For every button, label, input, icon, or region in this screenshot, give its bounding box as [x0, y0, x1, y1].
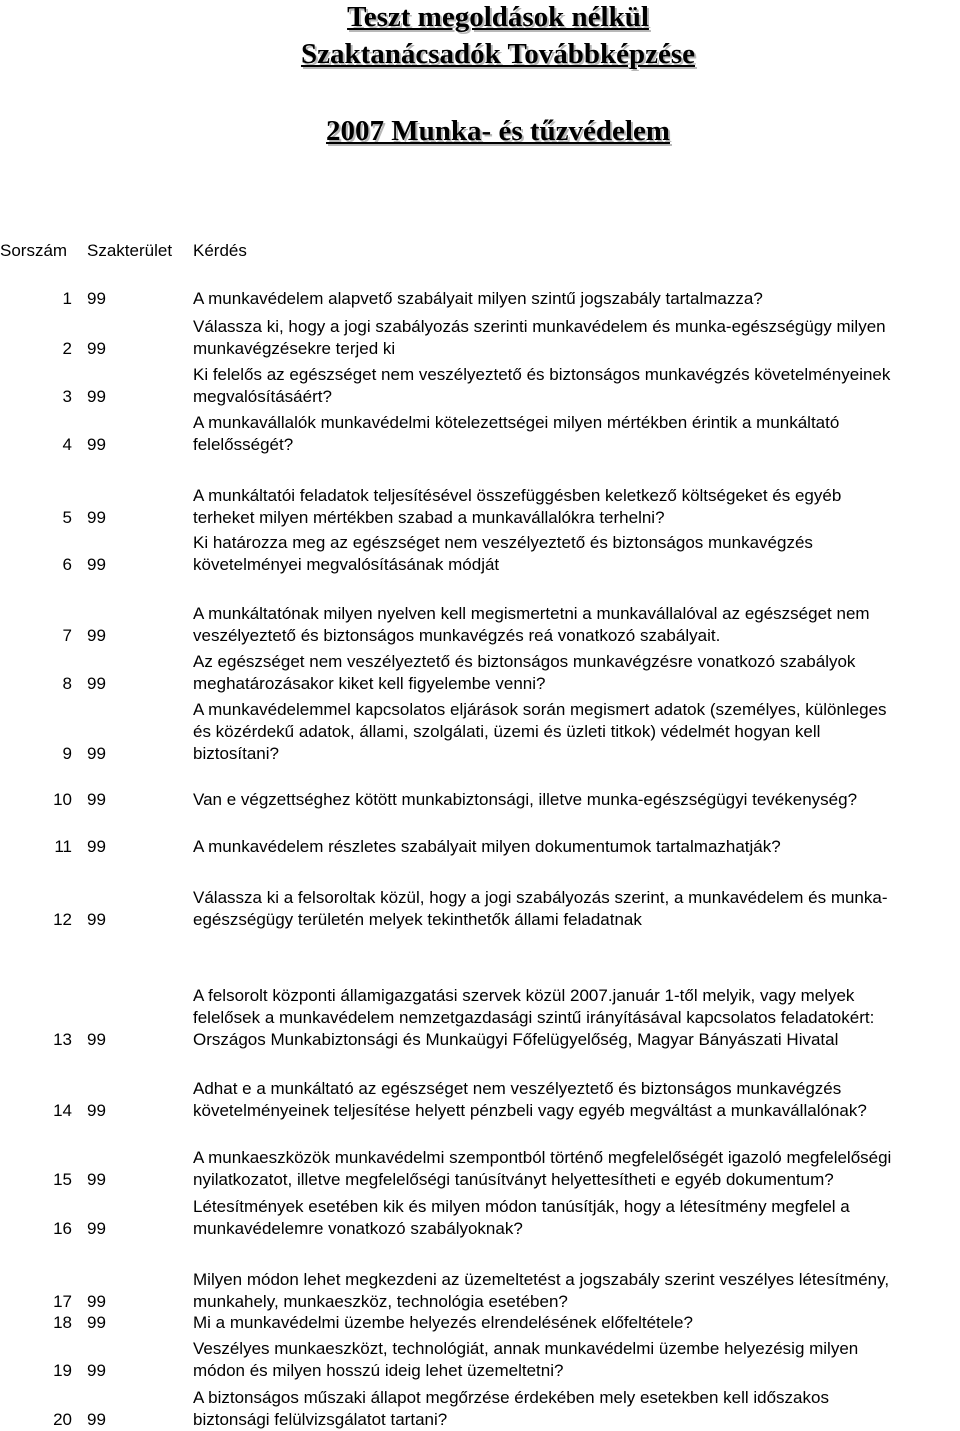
question-text — [193, 1312, 960, 1334]
question-text-line: módon és milyen hosszú ideig lehet üzemeltetni? — [193, 1361, 564, 1380]
question-number: 4 — [62, 435, 72, 454]
question-area-code: 99 — [87, 1030, 106, 1049]
question-text-line: munkahely, munkaeszköz, technológia esetében? — [193, 1292, 568, 1311]
question-text-line: A munkavállalók munkavédelmi kötelezettségei milyen mértékben érintik a munkáltató — [193, 413, 840, 432]
question-text-line: A felsorolt központi államigazgatási szervek közül 2007.január 1-től melyik, vagy melyek — [193, 986, 855, 1005]
question-area-code: 99 — [87, 626, 106, 645]
question-area-code: 99 — [87, 1292, 106, 1311]
question-text — [193, 485, 960, 529]
question-text — [193, 789, 960, 811]
question-text — [193, 288, 960, 310]
question-number: 5 — [62, 508, 72, 527]
question-number: 19 — [53, 1361, 72, 1380]
question-area-code: 99 — [87, 435, 106, 454]
question-text-line: A munkaeszközök munkavédelmi szempontból történő megfelelőségét igazoló megfelelőségi — [193, 1148, 892, 1167]
column-header-area: Szakterület — [87, 241, 173, 260]
question-text — [193, 1387, 960, 1431]
question-text-line: Veszélyes munkaeszközt, technológiát, annak munkavédelmi üzembe helyezésig milyen — [193, 1339, 859, 1358]
question-text-line: Ki határozza meg az egészséget nem veszélyeztető és biztonságos munkavégzés — [193, 533, 813, 552]
question-text-line: Az egészséget nem veszélyeztető és biztonságos munkavégzésre vonatkozó szabályok — [193, 652, 856, 671]
question-number: 16 — [53, 1219, 72, 1238]
question-text-line: A biztonságos műszaki állapot megőrzése érdekében mely esetekben kell időszakos — [193, 1388, 829, 1407]
column-header-question: Kérdés — [193, 241, 247, 260]
question-area-code: 99 — [87, 1313, 106, 1332]
question-area-code: 99 — [87, 339, 106, 358]
question-text — [193, 1078, 960, 1122]
topic-title: 2007 Munka- és tűzvédelem — [326, 115, 670, 147]
question-area-code: 99 — [87, 790, 106, 809]
question-text-line: Milyen módon lehet megkezdeni az üzemeltetést a jogszabály szerint veszélyes létesítmény, — [193, 1270, 890, 1289]
question-text-line: A munkavédelemmel kapcsolatos eljárások során megismert adatok (személyes, különleges — [193, 700, 887, 719]
question-text-line: felelősek a munkavédelem nemzetgazdasági szintű irányításával kapcsolatos feladatokért: — [193, 1008, 875, 1027]
question-text — [193, 1147, 960, 1191]
question-text-line: Létesítmények esetében kik és milyen módon tanúsítják, hogy a létesítmény megfelel a — [193, 1197, 850, 1216]
question-text — [193, 836, 960, 858]
question-area-code: 99 — [87, 674, 106, 693]
question-text-line: A munkavédelem részletes szabályait milyen dokumentumok tartalmazhatják? — [193, 837, 781, 856]
question-text — [193, 532, 960, 576]
question-text-line: Adhat e a munkáltató az egészséget nem veszélyeztető és biztonságos munkavégzés — [193, 1079, 842, 1098]
question-area-code: 99 — [87, 910, 106, 929]
question-text-line: Válassza ki a felsoroltak közül, hogy a jogi szabályozás szerint, a munkavédelem és munka- — [193, 888, 888, 907]
question-number: 6 — [62, 555, 72, 574]
question-text — [193, 985, 960, 1051]
question-area-code: 99 — [87, 1170, 106, 1189]
question-number: 2 — [62, 339, 72, 358]
question-text — [193, 699, 960, 765]
question-text — [193, 1338, 960, 1382]
question-text — [193, 412, 960, 456]
question-text-line: veszélyeztető és biztonságos munkavégzés reá vonatkozó szabályait. — [193, 626, 721, 645]
question-area-code: 99 — [87, 508, 106, 527]
question-number: 13 — [53, 1030, 72, 1049]
question-text — [193, 1196, 960, 1240]
question-number: 14 — [53, 1101, 72, 1120]
question-number: 18 — [53, 1313, 72, 1332]
question-text-line: A munkavédelem alapvető szabályait milyen szintű jogszabály tartalmazza? — [193, 289, 763, 308]
question-number: 1 — [62, 289, 72, 308]
question-area-code: 99 — [87, 555, 106, 574]
question-number: 11 — [54, 837, 72, 856]
question-number: 20 — [53, 1410, 72, 1429]
question-text-line: A munkáltatónak milyen nyelven kell megismertetni a munkavállalóval az egészséget nem — [193, 604, 870, 623]
question-text-line: egészségügy területén melyek tekinthetők állami feladatnak — [193, 910, 642, 929]
question-text-line: biztonsági felülvizsgálatot tartani? — [193, 1410, 448, 1429]
question-number: 8 — [62, 674, 72, 693]
question-text — [193, 1269, 960, 1313]
question-number: 12 — [53, 910, 72, 929]
question-text-line: biztosítani? — [193, 744, 279, 763]
question-text-line: követelményeinek teljesítése helyett pénzbeli vagy egyéb megváltást a munkavállalónak? — [193, 1101, 867, 1120]
question-text — [193, 316, 960, 360]
question-area-code: 99 — [87, 1101, 106, 1120]
question-text-line: követelményei megvalósításának módját — [193, 555, 500, 574]
question-area-code: 99 — [87, 744, 106, 763]
question-number: 3 — [62, 387, 72, 406]
question-area-code: 99 — [87, 1410, 106, 1429]
question-area-code: 99 — [87, 1361, 106, 1380]
question-text-line: meghatározásakor kiket kell figyelembe venni? — [193, 674, 546, 693]
question-text-line: és közérdekű adatok, állami, szolgálati, üzemi és üzleti titkok) védelmét hogyan kell — [193, 722, 821, 741]
question-area-code: 99 — [87, 289, 106, 308]
column-header-number: Sorszám — [0, 241, 68, 260]
question-text-line: nyilatkozatot, illetve megfelelőségi tanúsítványt helyettesítheti e egyéb dokumentum? — [193, 1170, 834, 1189]
page-subtitle: Szaktanácsadók Továbbképzése — [300, 38, 696, 70]
question-text-line: Országos Munkabiztonsági és Munkaügyi Főfelügyelőség, Magyar Bányászati Hivatal — [193, 1030, 839, 1049]
question-text-line: felelősségét? — [193, 435, 294, 454]
question-number: 17 — [53, 1292, 72, 1311]
question-area-code: 99 — [87, 1219, 106, 1238]
question-area-code: 99 — [87, 837, 106, 856]
question-number: 15 — [53, 1170, 72, 1189]
question-text-line: Mi a munkavédelmi üzembe helyezés elrendelésének előfeltétele? — [193, 1313, 693, 1332]
question-text-line: Válassza ki, hogy a jogi szabályozás szerinti munkavédelem és munka-egészségügy milyen — [193, 317, 886, 336]
question-text — [193, 651, 960, 695]
question-number: 7 — [62, 626, 72, 645]
question-number: 9 — [62, 744, 72, 763]
page-title: Teszt megoldások nélkül — [347, 1, 649, 33]
question-area-code: 99 — [87, 387, 106, 406]
question-number: 10 — [53, 790, 72, 809]
question-text-line: Van e végzettséghez kötött munkabiztonsági, illetve munka-egészségügyi tevékenység? — [193, 790, 858, 809]
question-text — [193, 887, 960, 931]
question-text-line: munkavédelemre vonatkozó szabályoknak? — [193, 1219, 523, 1238]
question-text-line: terheket milyen mértékben szabad a munkavállalókra terhelni? — [193, 508, 665, 527]
question-text-line: megvalósításáért? — [193, 387, 332, 406]
question-text — [193, 603, 960, 647]
question-text-line: Ki felelős az egészséget nem veszélyeztető és biztonságos munkavégzés követelményeinek — [193, 365, 891, 384]
question-text — [193, 364, 960, 408]
question-text-line: A munkáltatói feladatok teljesítésével összefüggésben keletkező költségeket és egyéb — [193, 486, 842, 505]
question-text-line: munkavégzésekre terjed ki — [193, 339, 396, 358]
